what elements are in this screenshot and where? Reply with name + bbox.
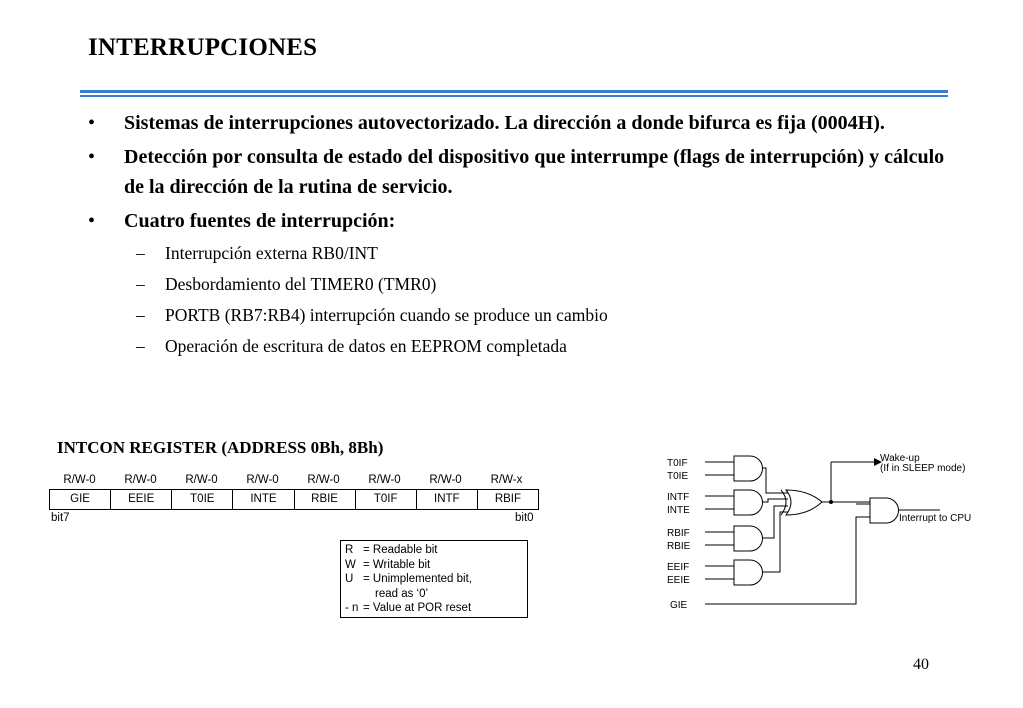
legend-text: read as ‘0’ [375, 587, 429, 600]
access-label: R/W-x [490, 474, 523, 486]
legend-row [345, 587, 523, 602]
logic-input-label: INTE [667, 505, 690, 516]
bullet-dot: • [88, 112, 96, 134]
register-bit: T0IF [356, 490, 417, 509]
sub-bullet-text: Interrupción externa RB0/INT [165, 243, 378, 263]
logic-input-label: EEIE [667, 575, 690, 586]
bullet-item [88, 108, 948, 138]
msb-label: bit7 [51, 512, 70, 524]
sub-bullet-dash: – [136, 243, 145, 263]
register-bit: RBIF [494, 493, 522, 505]
bullet-list [88, 108, 948, 362]
sub-bullet-dash: – [136, 336, 145, 356]
bullet-text: Detección por consulta de estado del dispositivo que interrumpe (flags de interrupción) y cálculo de la dirección de la rutina de servicio. [124, 146, 945, 198]
legend-row [345, 572, 523, 587]
title-rule-top [80, 90, 948, 93]
wire [762, 468, 788, 493]
wakeup-label: Wake-up [880, 453, 920, 464]
bullet-item [88, 206, 948, 236]
lsb-label: bit0 [515, 512, 534, 524]
and-gate [734, 490, 763, 515]
access-label: R/W-0 [185, 474, 218, 486]
and-gate [870, 498, 899, 523]
bullet-text: Cuatro fuentes de interrupción: [124, 210, 396, 232]
bullet-item [88, 142, 948, 202]
or-gate-back [781, 490, 786, 515]
sub-bullet-item [136, 238, 996, 269]
or-gate [786, 490, 822, 515]
bullet-dot: • [88, 210, 96, 232]
register-bit-table [49, 489, 539, 510]
logic-input-label: RBIE [667, 541, 691, 552]
legend-key: R [345, 544, 354, 556]
bullet-dot: • [88, 146, 96, 168]
sub-bullet-list [136, 238, 996, 362]
page-number: 40 [913, 656, 929, 673]
register-title: INTCON REGISTER (ADDRESS 0Bh, 8Bh) [57, 438, 384, 457]
legend-text: = Unimplemented bit, [363, 573, 472, 585]
logic-input-label: T0IF [667, 458, 688, 469]
access-label: R/W-0 [368, 474, 401, 486]
logic-input-label: RBIF [667, 528, 690, 539]
wakeup-note: (If in SLEEP mode) [880, 463, 966, 474]
legend-key: W [345, 558, 356, 571]
bullet-text: Sistemas de interrupciones autovectorizado. La dirección a donde bifurca es fija (0004H). [124, 112, 885, 134]
legend-text: = Value at POR reset [363, 602, 472, 614]
legend-key: - n [345, 602, 359, 614]
logic-input-label: EEIF [667, 562, 690, 573]
sub-bullet-item [136, 269, 996, 300]
title-rule-bottom [80, 95, 948, 97]
legend-text: = Readable bit [363, 544, 438, 556]
register-bit: INTF [417, 490, 478, 509]
register-bit: GIE [50, 490, 111, 509]
register-bit: RBIE [295, 490, 356, 509]
logic-input-label: GIE [670, 600, 688, 611]
and-gate [734, 456, 763, 481]
access-label: R/W-0 [246, 474, 279, 486]
access-label: R/W-0 [307, 474, 340, 486]
sub-bullet-dash: – [136, 305, 145, 325]
register-bit: EEIE [111, 490, 172, 509]
wire [705, 517, 870, 604]
access-label: R/W-0 [124, 474, 157, 486]
slide-title: INTERRUPCIONES [88, 34, 318, 61]
and-gate [734, 526, 763, 551]
sub-bullet-text: Desbordamiento del TIMER0 (TMR0) [165, 274, 437, 294]
sub-bullet-text: Operación de escritura de datos en EEPROM completada [165, 336, 567, 356]
sub-bullet-text: PORTB (RB7:RB4) interrupción cuando se produce un cambio [165, 305, 608, 325]
junction-dot [829, 500, 833, 504]
sub-bullet-item [136, 300, 996, 331]
sub-bullet-item [136, 331, 996, 362]
register-legend [340, 540, 528, 618]
logic-input-label: T0IE [667, 471, 689, 482]
access-label: R/W-0 [63, 474, 96, 486]
register-bit: INTE [233, 490, 294, 509]
sub-bullet-dash: – [136, 274, 145, 294]
access-label: R/W-0 [429, 474, 462, 486]
interrupt-output-label: Interrupt to CPU [899, 513, 972, 524]
legend-text: = Writable bit [363, 558, 431, 571]
legend-row [345, 558, 523, 573]
logic-input-label: INTF [667, 492, 690, 503]
and-gate [734, 560, 763, 585]
interrupt-logic-diagram [650, 440, 990, 620]
legend-row [345, 543, 523, 558]
legend-row [345, 601, 523, 616]
wire [762, 499, 788, 502]
legend-key: U [345, 573, 354, 585]
register-bit: T0IE [172, 490, 233, 509]
wire [762, 512, 788, 572]
